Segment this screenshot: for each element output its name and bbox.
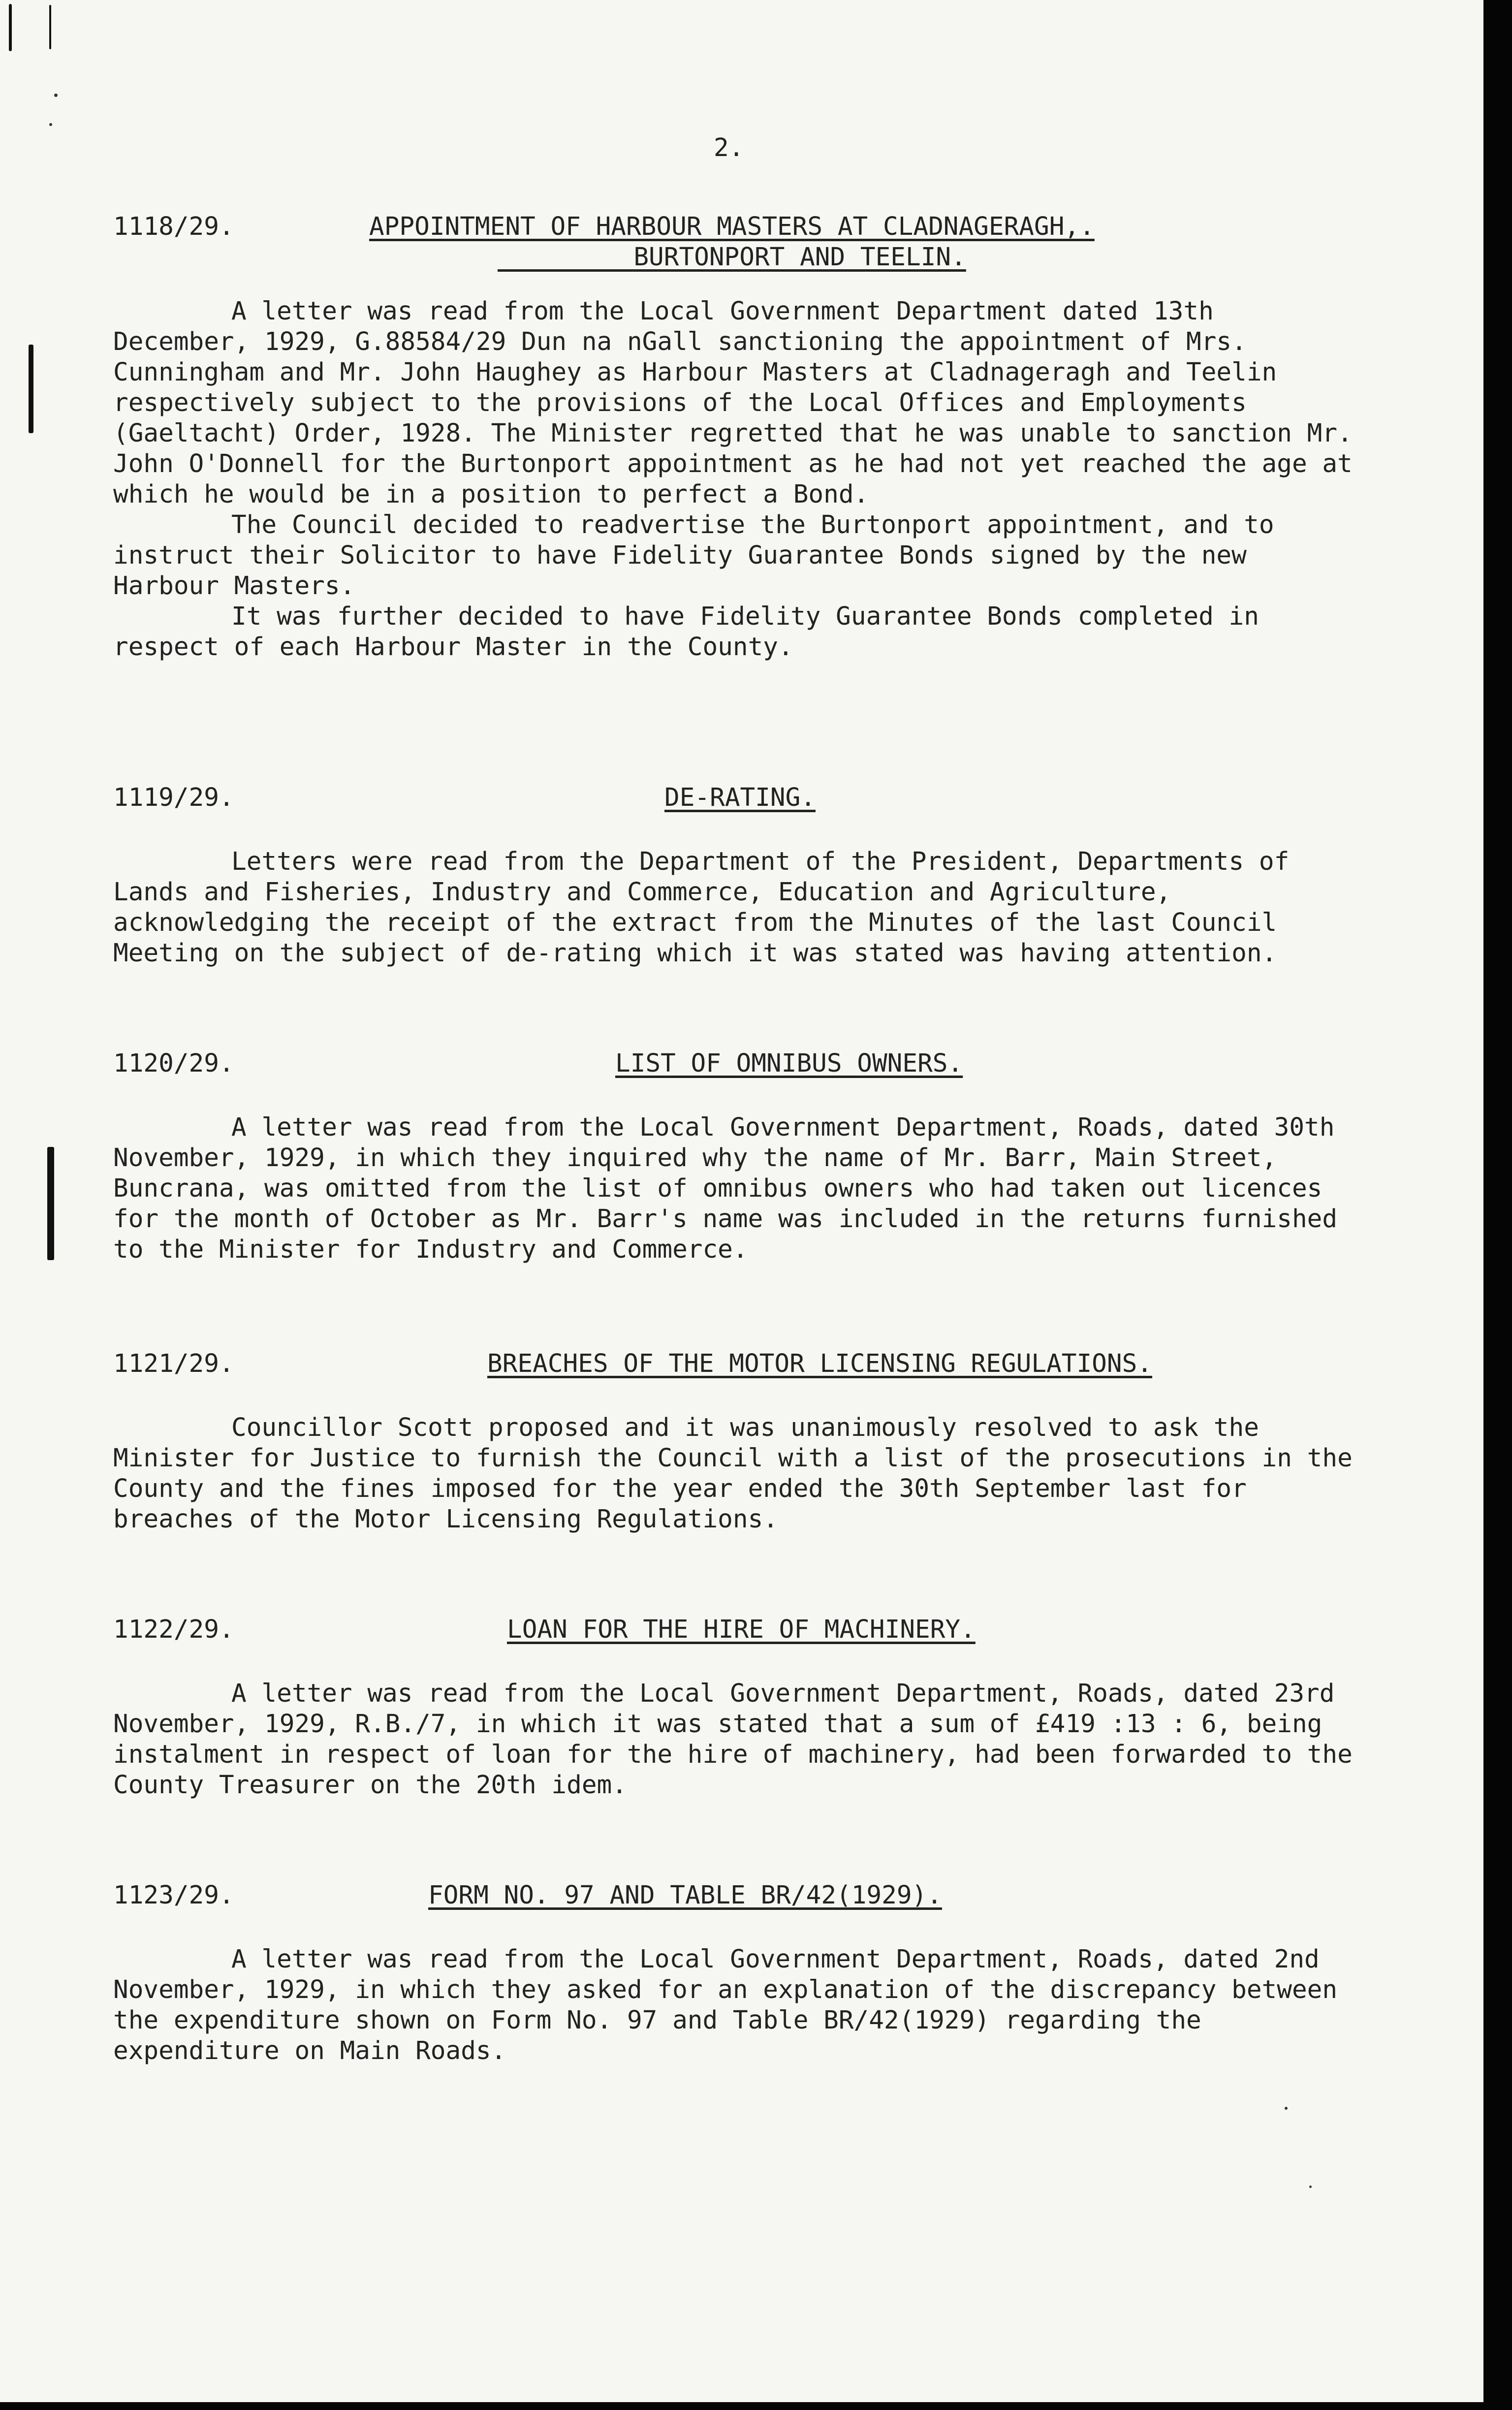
- speck: [54, 94, 58, 97]
- scan-border-right: [1483, 0, 1512, 2410]
- paragraph: The Council decided to readvertise the Burtonport appointment, and to instruct their Solicitor to have Fidelity Guarantee Bonds signed by the new Harbour Masters.: [113, 510, 1274, 601]
- entry-body: [113, 1413, 1354, 1535]
- speck: [49, 123, 52, 126]
- entry-title: LIST OF OMNIBUS OWNERS.: [615, 1049, 963, 1078]
- margin-bracket-2: [47, 1147, 54, 1260]
- entry-number: 1121/29.: [113, 1349, 234, 1378]
- speck: [1285, 2107, 1288, 2110]
- margin-mark-top: [9, 4, 12, 51]
- entry-number: 1119/29.: [113, 783, 234, 812]
- page-number: 2.: [714, 133, 744, 162]
- entry-title: FORM NO. 97 AND TABLE BR/42(1929).: [428, 1881, 942, 1910]
- entry-title: DE-RATING.: [664, 783, 816, 812]
- scan-border-bottom: [0, 2402, 1512, 2410]
- entry-number: 1123/29.: [113, 1881, 234, 1910]
- paragraph: Letters were read from the Department of the President, Departments of Lands and Fisheries, Industry and Commerce, Education and Agriculture, acknowledging the receipt of the extract from the Minutes of the last Council Meeting on the subject of de-rating which it was stated was having attention.: [113, 847, 1290, 968]
- speck: [1309, 2186, 1312, 2188]
- entry-body: [113, 1112, 1354, 1265]
- entry-body: [113, 847, 1354, 969]
- paragraph: A letter was read from the Local Government Department dated 13th December, 1929, G.88584/29 Dun na nGall sanctioning the appointment of Mrs. Cunningham and Mr. John Haughey as Harbour Masters at Cladnageragh and Teelin respectively subject to the provisions of the Local Offices and Employments (Gaeltacht) Order, 1928. The Minister regretted that he was unable to sanction Mr. John O'Donnell for the Burtonport appointment as he had not yet reached the age at which he would be in a position to perfect a Bond.: [113, 297, 1353, 509]
- entry-title: APPOINTMENT OF HARBOUR MASTERS AT CLADNAGERAGH,. BURTONPORT AND TEELIN.: [369, 212, 1095, 272]
- entry-title: BREACHES OF THE MOTOR LICENSING REGULATIONS.: [487, 1349, 1153, 1378]
- entry-number: 1120/29.: [113, 1049, 234, 1078]
- entry-number: 1118/29.: [113, 212, 234, 241]
- margin-mark-top-2: [49, 5, 51, 49]
- paragraph: A letter was read from the Local Government Department, Roads, dated 30th November, 1929, in which they inquired why the name of Mr. Barr, Main Street, Buncrana, was omitted from the list of omnibus owners who had taken out licences for the month of October as Mr. Barr's name was included in the returns furnished to the Minister for Industry and Commerce.: [113, 1113, 1338, 1264]
- entry-body: [113, 1679, 1354, 1801]
- paragraph: Councillor Scott proposed and it was unanimously resolved to ask the Minister for Justice to furnish the Council with a list of the prosecutions in the County and the fines imposed for the year ended the 30th September last for breaches of the Motor Licensing Regulations.: [113, 1413, 1353, 1534]
- paragraph: It was further decided to have Fidelity Guarantee Bonds completed in respect of each Harbour Master in the County.: [113, 602, 1259, 662]
- entry-number: 1122/29.: [113, 1615, 234, 1644]
- margin-bracket-1: [29, 345, 33, 433]
- entry-body: [113, 296, 1354, 663]
- entry-body: [113, 1944, 1354, 2066]
- paragraph: A letter was read from the Local Government Department, Roads, dated 23rd November, 1929, R.B./7, in which it was stated that a sum of £419 :13 : 6, being instalment in respect of loan for the hire of machinery, had been forwarded to the County Treasurer on the 20th idem.: [113, 1679, 1353, 1800]
- paragraph: A letter was read from the Local Government Department, Roads, dated 2nd November, 1929, in which they asked for an explanation of the discrepancy between the expenditure shown on Form No. 97 and Table BR/42(1929) regarding the expenditure on Main Roads.: [113, 1945, 1338, 2065]
- entry-title: LOAN FOR THE HIRE OF MACHINERY.: [507, 1615, 976, 1644]
